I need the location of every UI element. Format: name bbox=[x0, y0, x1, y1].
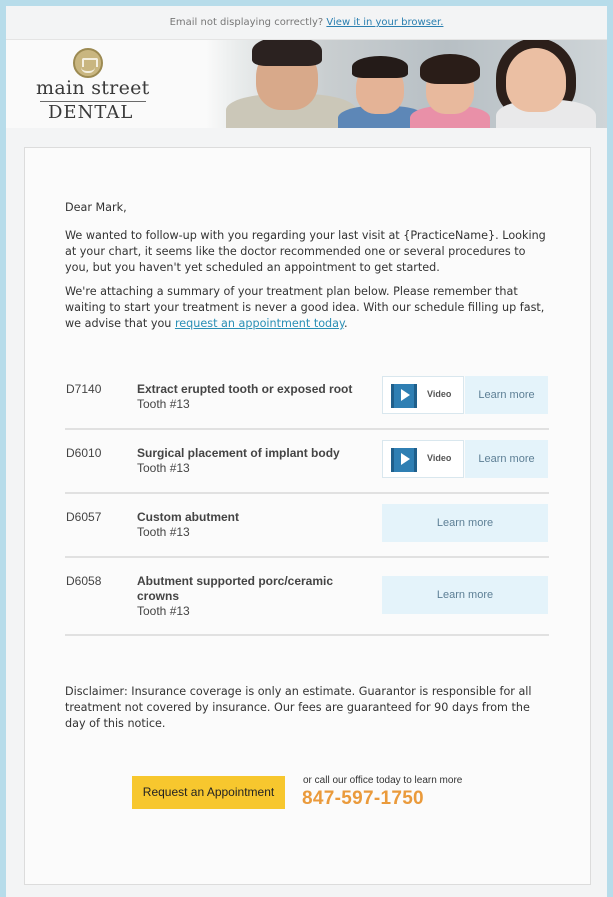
email-header bbox=[6, 39, 607, 128]
greeting: Dear Mark, bbox=[65, 201, 127, 214]
treatment-row bbox=[65, 368, 549, 430]
video-play-icon bbox=[391, 384, 417, 408]
email-content-card bbox=[24, 147, 591, 885]
video-label: Video bbox=[427, 389, 452, 399]
tooth-number: Tooth #13 bbox=[137, 461, 190, 475]
tooth-number: Tooth #13 bbox=[137, 397, 190, 411]
learn-more-button[interactable]: Learn more bbox=[465, 376, 548, 414]
procedure-name: Custom abutment bbox=[137, 510, 239, 524]
procedure-code: D6010 bbox=[66, 446, 102, 460]
procedure-details bbox=[137, 382, 367, 412]
call-office-text: or call our office today to learn more bbox=[303, 775, 463, 786]
procedure-details bbox=[137, 446, 367, 476]
insurance-disclaimer: Disclaimer: Insurance coverage is only an estimate. Guarantor is responsible for all treatment not covered by insurance. Our fees are guaranteed for 90 days from the day of this notice. bbox=[65, 685, 532, 730]
tooth-number: Tooth #13 bbox=[137, 525, 190, 539]
procedure-actions bbox=[382, 576, 548, 614]
brand-name-line1: main street bbox=[36, 77, 150, 99]
procedure-details bbox=[137, 510, 367, 540]
learn-more-button[interactable]: Learn more bbox=[465, 440, 548, 478]
procedure-actions bbox=[382, 376, 548, 414]
office-phone-number[interactable]: 847-597-1750 bbox=[302, 788, 424, 809]
email-container bbox=[6, 6, 607, 897]
request-appointment-button[interactable]: Request an Appointment bbox=[132, 776, 285, 809]
browser-notice-bar bbox=[6, 6, 607, 39]
treatment-plan-table bbox=[65, 368, 549, 638]
tooth-number: Tooth #13 bbox=[137, 604, 190, 618]
treatment-row bbox=[65, 432, 549, 494]
learn-more-button[interactable]: Learn more bbox=[382, 576, 548, 614]
video-label: Video bbox=[427, 453, 452, 463]
tooth-logo-icon bbox=[73, 48, 103, 78]
treatment-row bbox=[65, 496, 549, 558]
procedure-code: D6058 bbox=[66, 574, 102, 588]
procedure-actions bbox=[382, 504, 548, 542]
family-photo bbox=[206, 40, 607, 128]
brand-name-line2: DENTAL bbox=[48, 102, 134, 123]
procedure-name: Surgical placement of implant body bbox=[137, 446, 340, 460]
video-button[interactable] bbox=[382, 440, 464, 478]
request-appointment-link[interactable]: request an appointment today bbox=[174, 317, 345, 330]
summary-paragraph: We're attaching a summary of your treatment plan below. Please remember that waiting to start your treatment is never a good idea. With our schedule filling up fast, we advise that you request an appointment today. bbox=[65, 285, 545, 330]
procedure-code: D6057 bbox=[66, 510, 102, 524]
intro-paragraph: We wanted to follow-up with you regarding your last visit at {PracticeName}. Looking at your chart, it seems like the doctor recommended one or several procedures to you, but you haven't yet scheduled an appointment to get started. bbox=[65, 229, 546, 274]
procedure-name: Extract erupted tooth or exposed root bbox=[137, 382, 353, 396]
procedure-name: Abutment supported porc/ceramic crowns bbox=[137, 574, 334, 603]
brand-logo[interactable] bbox=[28, 48, 158, 123]
learn-more-button[interactable]: Learn more bbox=[382, 504, 548, 542]
procedure-actions bbox=[382, 440, 548, 478]
video-play-icon bbox=[391, 448, 417, 472]
procedure-code: D7140 bbox=[66, 382, 102, 396]
treatment-row bbox=[65, 560, 549, 636]
view-in-browser-link[interactable]: View it in your browser. bbox=[326, 17, 444, 28]
browser-notice-text: Email not displaying correctly? bbox=[169, 17, 324, 28]
video-button[interactable] bbox=[382, 376, 464, 414]
procedure-details bbox=[137, 574, 367, 619]
